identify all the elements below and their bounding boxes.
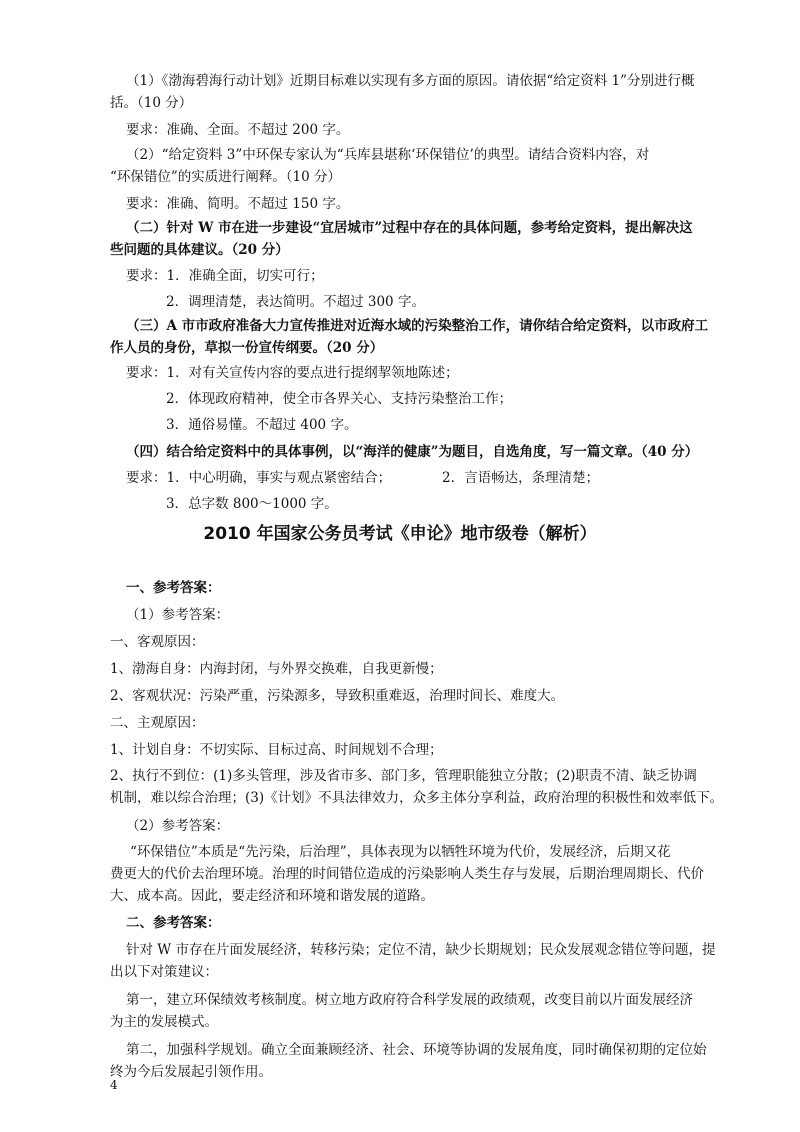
q1-1-line2: 括。（10 分） (110, 95, 193, 111)
answer-2-para2-line2: 为主的发展模式。 (110, 1014, 218, 1030)
subjective-item-2-line2: 机制，难以综合治理；(3)《计划》不具法律效力，众多主体分享利益，政府治理的积极性和效率低下。 (110, 790, 724, 806)
q1-1-line1: （1）《渤海碧海行动计划》近期目标难以实现有多方面的原因。请依据“给定资料 1”分别进行概 (126, 73, 695, 89)
q2-requirement-1: 要求：1．准确全面，切实可行； (126, 268, 324, 284)
objective-item-2: 2、客观状况：污染严重，污染源多，导致积重难返，治理时间长、难度大。 (110, 688, 565, 704)
q3-line1: （三）A 市市政府准备大力宣传推进对近海水域的污染整治工作，请你结合给定资料，以市政府工 (126, 318, 709, 334)
q3-requirement-3: 3．通俗易懂。不超过 400 字。 (166, 417, 358, 433)
page-number: 4 (110, 1078, 118, 1092)
answer-2-para2-line1: 第一，建立环保绩效考核制度。树立地方政府符合科学发展的政绩观，改变目前以片面发展经济 (126, 992, 693, 1008)
answer-1-sub2: （2）参考答案： (126, 818, 230, 834)
answer-1-para-line2: 费更大的代价去治理环境。治理的时间错位造成的污染影响人类生存与发展，后期治理周期长、代价 (110, 866, 704, 882)
answer-2-heading: 二、参考答案： (126, 915, 221, 931)
answer-2-para3-line1: 第二，加强科学规划。确立全面兼顾经济、社会、环境等协调的发展角度，同时确保初期的定位始 (126, 1042, 707, 1058)
answer-1-heading: 一、参考答案： (126, 580, 221, 596)
q4-requirement-1: 要求：1．中心明确，事实与观点紧密结合； (126, 470, 392, 486)
q1-2-line2: “环保错位”的实质进行阐释。（10 分） (110, 169, 342, 185)
answer-2-para3-line2: 终为今后发展起引领作用。 (110, 1064, 272, 1080)
q2-requirement-2: 2．调理清楚，表达简明。不超过 300 字。 (166, 294, 425, 310)
q1-1-requirement: 要求：准确、全面。不超过 200 字。 (126, 122, 350, 138)
q2-line2: 些问题的具体建议。（20 分） (110, 242, 289, 258)
subjective-heading: 二、主观原因： (110, 715, 205, 731)
subjective-item-1: 1、计划自身：不切实际、目标过高、时间规划不合理； (110, 742, 443, 758)
answer-1-sub1: （1）参考答案： (126, 607, 230, 623)
subjective-item-2-line1: 2、执行不到位：(1)多头管理，涉及省市多、部门多，管理职能独立分散；(2)职责不清、缺乏协调 (110, 768, 697, 784)
q2-line1: （二）针对 W 市在进一步建设“宜居城市”过程中存在的具体问题，参考给定资料，提出解决这 (126, 220, 693, 236)
q4-requirement-3: 3．总字数 800～1000 字。 (166, 496, 338, 512)
q4-requirement-2: 2．言语畅达，条理清楚； (442, 470, 600, 486)
q3-requirement-1: 要求：1．对有关宣传内容的要点进行提纲挈领地陈述； (126, 365, 459, 381)
q1-2-line1: （2）“给定资料 3”中环保专家认为“兵库县堪称‘环保错位’的典型。请结合资料内容，对 (126, 147, 650, 163)
section-title: 2010 年国家公务员考试《申论》地市级卷（解析） (203, 524, 597, 544)
q1-2-requirement: 要求：准确、简明。不超过 150 字。 (126, 196, 350, 212)
objective-heading: 一、客观原因： (110, 634, 205, 650)
objective-item-1: 1、渤海自身：内海封闭，与外界交换难，自我更新慢； (110, 661, 443, 677)
q4-line1: （四）结合给定资料中的具体事例，以“海洋的健康”为题目，自选角度，写一篇文章。（40 分） (126, 444, 699, 460)
answer-2-para1-line2: 出以下对策建议： (110, 964, 218, 980)
answer-1-para-line1: “环保错位”本质是“先污染，后治理”，具体表现为以牺牲环境为代价，发展经济，后期又花 (130, 844, 671, 860)
q3-requirement-2: 2．体现政府精神，使全市各界关心、支持污染整治工作； (166, 391, 513, 407)
answer-1-para-line3: 大、成本高。因此，要走经济和环境和谐发展的道路。 (110, 888, 434, 904)
answer-2-para1-line1: 针对 W 市存在片面发展经济，转移污染；定位不清，缺少长期规划；民众发展观念错位等问题，提 (126, 942, 716, 958)
q3-line2: 作人员的身份，草拟一份宣传纲要。（20 分） (110, 340, 384, 356)
